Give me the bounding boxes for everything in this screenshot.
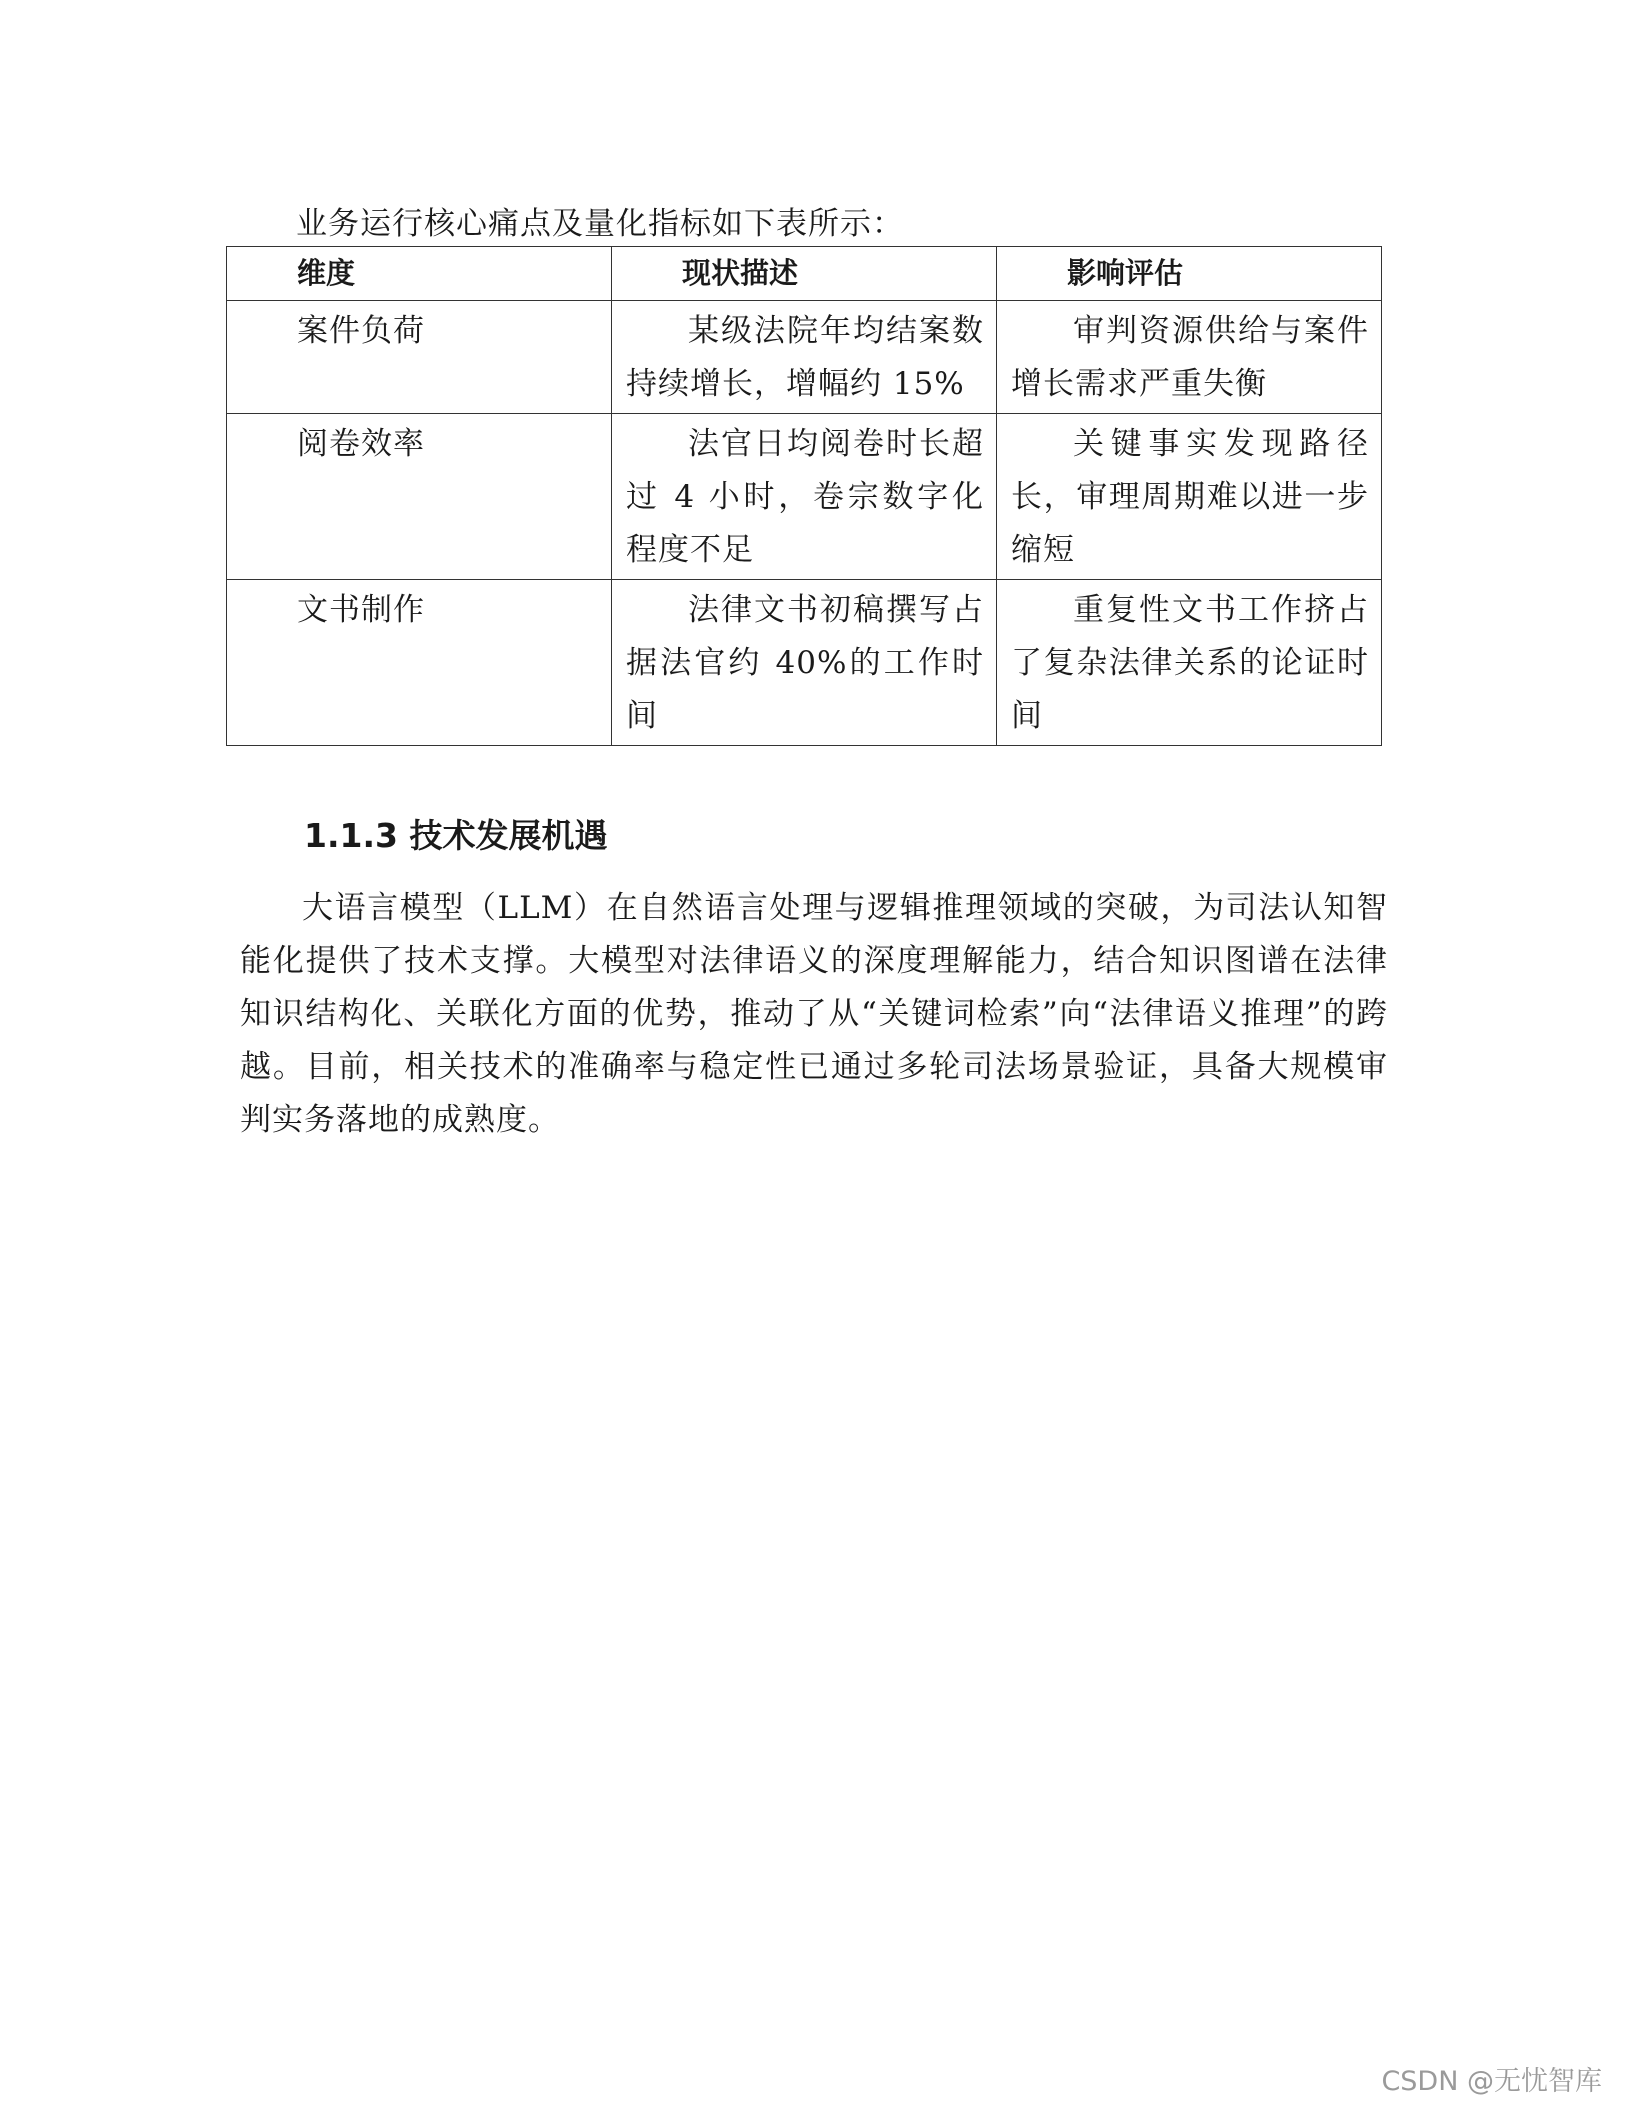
csdn-watermark: CSDN @无忧智库	[1381, 2066, 1602, 2097]
table-header-row	[227, 247, 1382, 301]
section-heading: 1.1.3 技术发展机遇	[304, 816, 608, 855]
header-impact: 影响评估	[997, 247, 1382, 301]
cell-impact: 关键事实发现路径长，审理周期难以进一步缩短	[997, 414, 1382, 580]
cell-status: 法官日均阅卷时长超过 4 小时，卷宗数字化程度不足	[612, 414, 997, 580]
cell-impact: 重复性文书工作挤占了复杂法律关系的论证时间	[997, 580, 1382, 746]
cell-status: 某级法院年均结案数持续增长，增幅约 15%	[612, 301, 997, 414]
pain-points-table	[226, 246, 1382, 746]
cell-dimension: 案件负荷	[227, 301, 612, 414]
table-row	[227, 414, 1382, 580]
cell-dimension: 阅卷效率	[227, 414, 612, 580]
cell-status: 法律文书初稿撰写占据法官约 40%的工作时间	[612, 580, 997, 746]
header-dimension: 维度	[227, 247, 612, 301]
table-intro-text: 业务运行核心痛点及量化指标如下表所示：	[296, 206, 904, 242]
cell-impact: 审判资源供给与案件增长需求严重失衡	[997, 301, 1382, 414]
cell-dimension: 文书制作	[227, 580, 612, 746]
section-paragraph: 大语言模型（LLM）在自然语言处理与逻辑推理领域的突破，为司法认知智能化提供了技术支撑。大模型对法律语义的深度理解能力，结合知识图谱在法律知识结构化、关联化方面的优势，推动了从“关键词检索”向“法律语义推理”的跨越。目前，相关技术的准确率与稳定性已通过多轮司法场景验证，具备大规模审判实务落地的成熟度。	[240, 890, 1388, 1138]
table-row	[227, 580, 1382, 746]
header-status: 现状描述	[612, 247, 997, 301]
table-row	[227, 301, 1382, 414]
